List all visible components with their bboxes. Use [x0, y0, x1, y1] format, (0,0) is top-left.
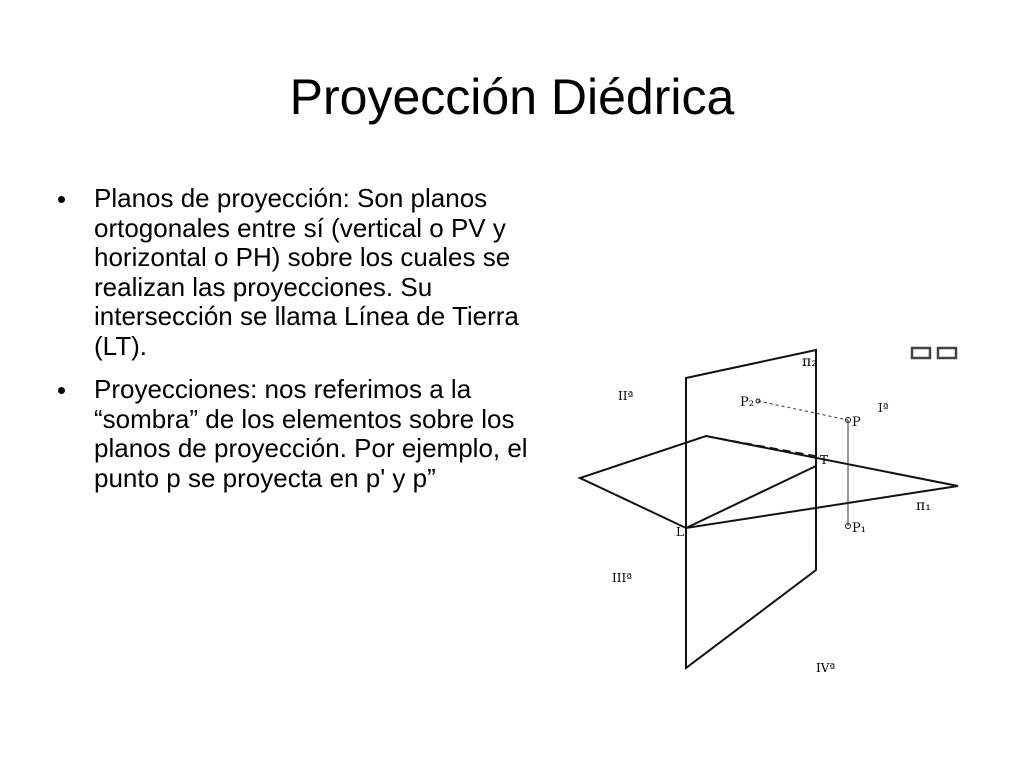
bullet-list	[58, 184, 578, 507]
bullet-item	[58, 375, 578, 493]
bullet-text: Proyecciones: nos referimos a la “sombra” de los elementos sobre los planos de proyección. Por ejemplo, el punto p se proyecta en p' y p”	[94, 374, 528, 493]
bullet-dot-icon	[58, 387, 65, 394]
label-p2: P₂	[740, 395, 754, 410]
label-t: T	[820, 453, 829, 467]
label-l: L	[676, 525, 684, 539]
label-quadrant-2: IIª	[618, 389, 634, 403]
projector-p2	[758, 401, 848, 420]
label-quadrant-3: IIIª	[612, 571, 632, 585]
diagram-svg	[572, 338, 982, 688]
label-quadrant-1: Iª	[878, 401, 889, 415]
horizontal-plane	[580, 436, 958, 528]
slide-title: Proyección Diédrica	[289, 69, 735, 125]
label-p: P	[852, 415, 861, 430]
label-pi2: π₂	[802, 354, 817, 370]
dihedral-projection-diagram	[572, 338, 982, 688]
hidden-edge	[706, 436, 816, 456]
bullet-dot-icon	[58, 196, 65, 203]
bullet-text: Planos de proyección: Son planos ortogonales entre sí (vertical o PV y horizontal o PH) sobre los cuales se realizan las proyecciones. Su intersección se llama Línea de Tierra (LT).	[94, 183, 519, 361]
label-quadrant-4: IVª	[816, 661, 836, 675]
bullet-item	[58, 184, 578, 361]
label-p1: P₁	[852, 521, 866, 536]
corner-glyph	[938, 348, 956, 358]
corner-glyph	[912, 348, 930, 358]
label-pi1: π₁	[916, 498, 931, 514]
